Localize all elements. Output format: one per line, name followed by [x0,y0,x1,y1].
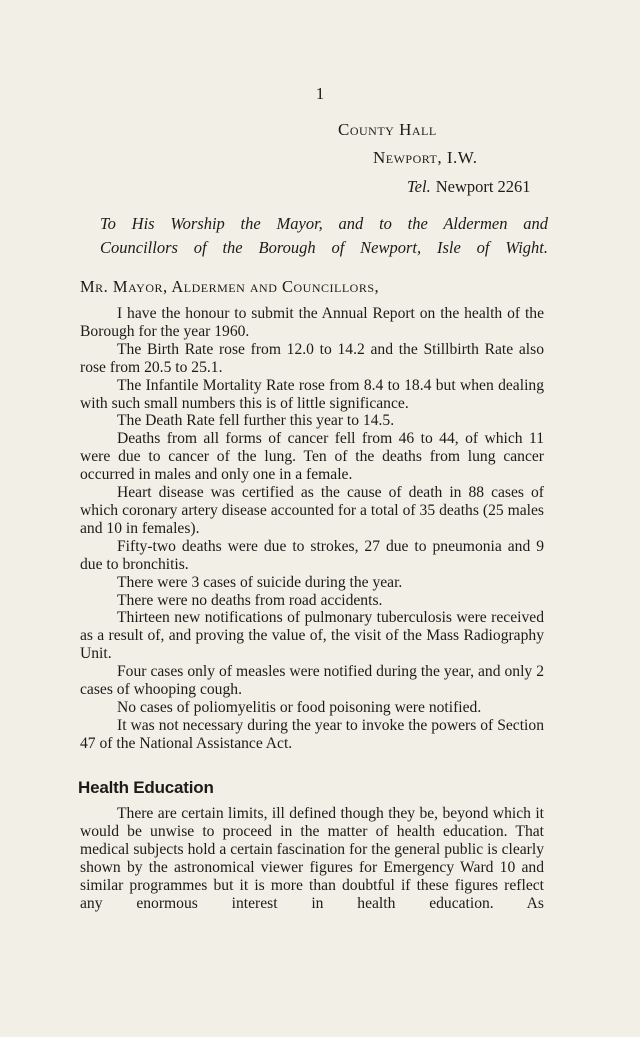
address-line-2: Newport, I.W. [373,148,478,167]
paragraph: There were no deaths from road accidents. [117,591,383,609]
paragraph: I have the honour to submit the Annual Report on the health of the Borough for the year 1960. [80,305,544,340]
paragraph: Deaths from all forms of cancer fell from 46 to 44, of which 11 were due to cancer of the lung. Ten of the deaths from lung cancer occurred in males and only one in a female. [80,430,544,484]
address-line-1: County Hall [338,120,437,139]
paragraph: It was not necessary during the year to invoke the powers of Section 47 of the National Assistance Act. [80,716,544,752]
salutation: Mr. Mayor, Aldermen and Councillors, [80,277,380,296]
paragraph: Fifty-two deaths were due to strokes, 27 due to pneumonia and 9 due to bronchitis. [80,537,544,573]
section-body [80,805,544,912]
paragraph: The Birth Rate rose from 12.0 to 14.2 and the Stillbirth Rate also rose from 20.5 to 25.1. [80,340,544,376]
paragraph: Four cases only of measles were notified during the year, and only 2 cases of whooping cough. [80,663,544,699]
paragraph: There are certain limits, ill defined though they be, beyond which it would be unwise to proceed in the matter of health education. That medical subjects hold a certain fascination for the general public is clearly shown by the astronomical viewer figures for Emergency Ward 10 and similar programmes but it is more than doubtful if these figures reflect any enormous interest in health education. As [80,805,544,912]
telephone-number: Newport 2261 [435,177,531,196]
paragraph: There were 3 cases of suicide during the year. [117,573,403,591]
paragraph: Heart disease was certified as the cause of death in 88 cases of which coronary artery disease accounted for a total of 35 deaths (25 males and 10 in females). [80,484,544,537]
report-body [80,305,544,753]
dedication [100,212,548,260]
paragraph: The Death Rate fell further this year to 14.5. [117,412,395,430]
address-telephone [407,177,531,197]
dedication-line-2: Councillors of the Borough of Newport, Isle of Wight. [100,238,548,257]
telephone-label: Tel. [407,177,431,196]
paragraph: The Infantile Mortality Rate rose from 8.4 to 18.4 but when dealing with such small numbers this is of little significance. [80,376,544,412]
paragraph: Thirteen new notifications of pulmonary tuberculosis were received as a result of, and proving the value of, the visit of the Mass Radiography Unit. [80,609,544,663]
page-number: 1 [315,84,325,103]
section-heading: Health Education [78,778,214,797]
dedication-line-1: To His Worship the Mayor, and to the Aldermen and [100,214,548,233]
paragraph: No cases of poliomyelitis or food poisoning were notified. [117,698,482,716]
